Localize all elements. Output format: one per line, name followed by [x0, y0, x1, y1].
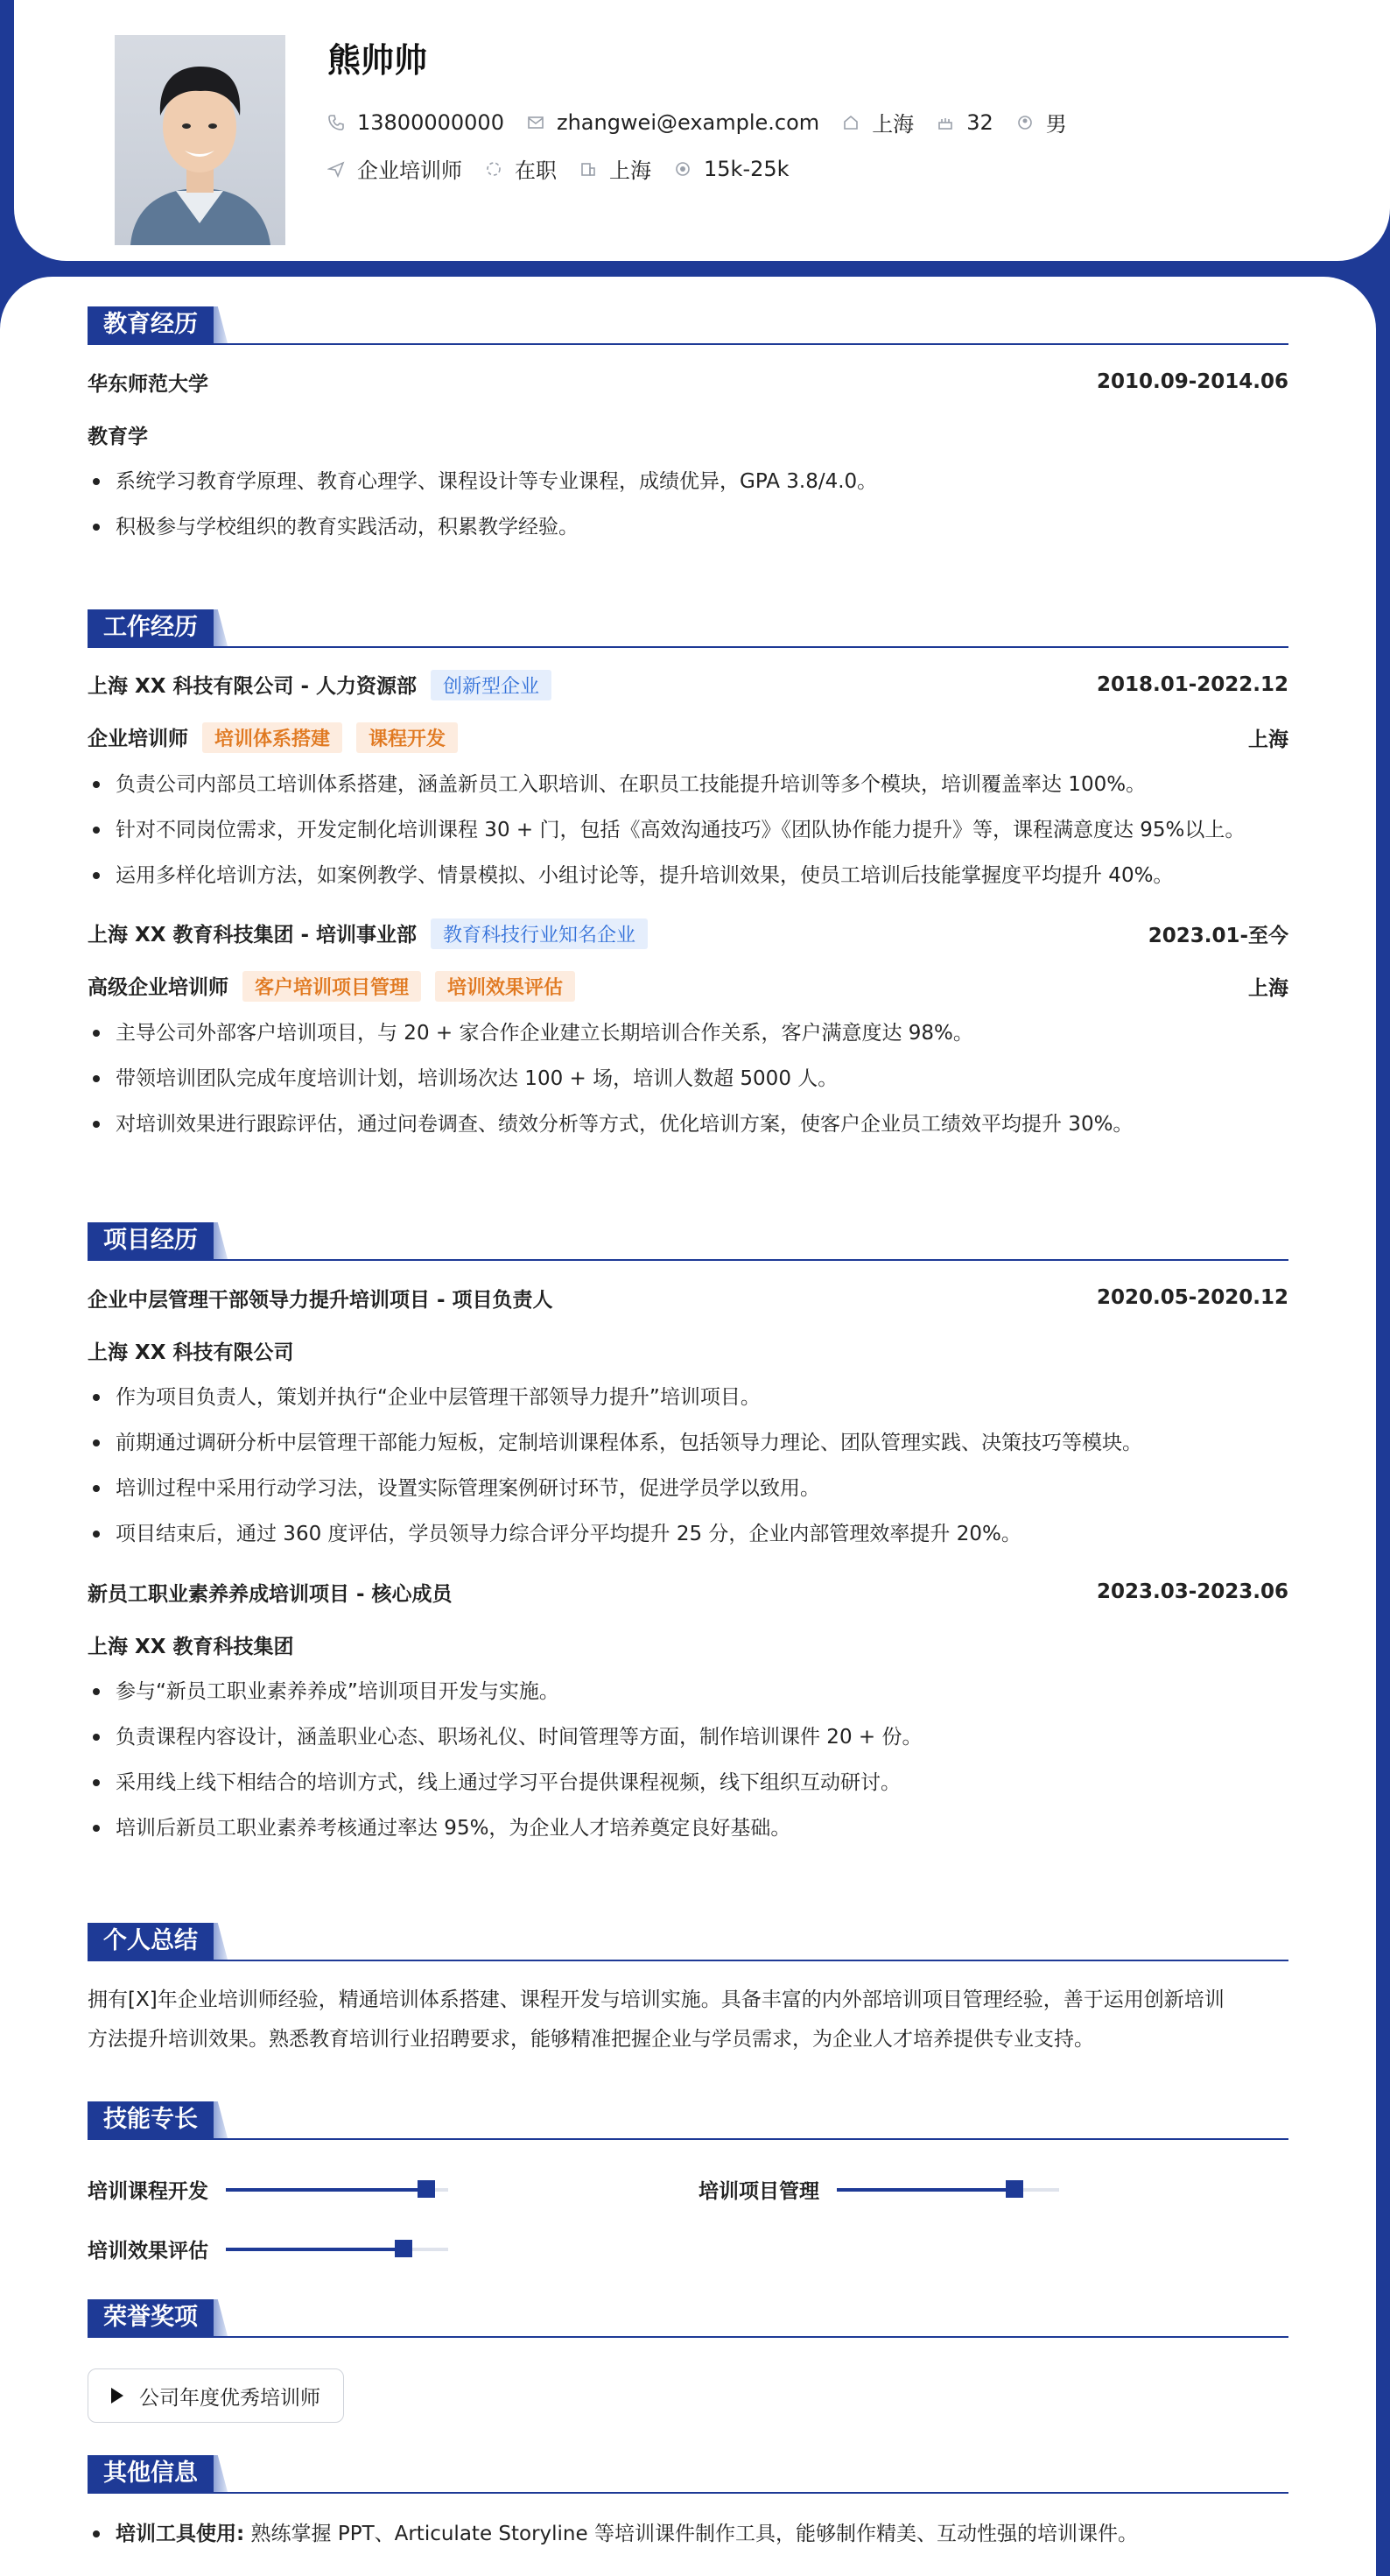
project-org-row [88, 1627, 1288, 1662]
status-icon [485, 160, 502, 178]
resume-header [14, 0, 1390, 261]
work-entry-header [88, 916, 1288, 951]
email-item [527, 110, 819, 135]
work-date: 2023.01-至今 [1148, 924, 1288, 947]
project-title: 新员工职业素养养成培训项目 - 核心成员 [88, 1582, 453, 1606]
skills-section [88, 2103, 1288, 2140]
work-date: 2018.01-2022.12 [1096, 673, 1288, 696]
target-city-item [579, 153, 651, 184]
home-icon [842, 114, 860, 131]
education-section [88, 308, 1288, 550]
gender-icon [1016, 114, 1034, 131]
work-section [88, 611, 1288, 1147]
building-icon [579, 160, 597, 178]
list-item: 带领培训团队完成年度培训计划，培训场次达 100 + 场，培训人数超 5000 人。 [88, 1056, 1288, 1101]
school-name: 华东师范大学 [88, 372, 208, 396]
section-title: 技能专长 [88, 2101, 214, 2138]
work-bullets [88, 762, 1288, 898]
location-item [842, 107, 914, 137]
summary-text [88, 1981, 1288, 2059]
section-header [88, 611, 1288, 648]
role-name: 高级企业培训师 客户培训项目管理 培训效果评估 [88, 971, 575, 1002]
role-name: 企业培训师 培训体系搭建 课程开发 [88, 722, 458, 753]
salary-icon [674, 160, 691, 178]
gender-item [1016, 107, 1067, 137]
list-item: 系统学习教育学原理、教育心理学、课程设计等专业课程，成绩优异，GPA 3.8/4.0。 [88, 459, 1288, 504]
age-value: 32 [966, 109, 993, 135]
company-name: 上海 XX 教育科技集团 - 培训事业部 教育科技行业知名企业 [88, 918, 648, 949]
work-city: 上海 [1248, 976, 1288, 1000]
project-date: 2020.05-2020.12 [1096, 1286, 1288, 1309]
list-item: 针对不同岗位需求，开发定制化培训课程 30 + 门，包括《高效沟通技巧》《团队协作能力提升》等，课程满意度达 95%以上。 [88, 807, 1288, 853]
education-row [88, 364, 1288, 399]
section-header [88, 2103, 1288, 2140]
job-title-value: 企业培训师 [357, 158, 462, 183]
skill-bar [226, 2248, 448, 2251]
other-label: 培训工具使用: [116, 2523, 245, 2545]
target-city-value: 上海 [609, 158, 651, 183]
list-item: 培训后新员工职业素养考核通过率达 95%，为企业人才培养奠定良好基础。 [88, 1805, 1288, 1851]
list-item: 积极参与学校组织的教育实践活动，积累教学经验。 [88, 504, 1288, 550]
location-value: 上海 [872, 112, 915, 137]
cake-icon [937, 114, 954, 131]
section-header [88, 1925, 1288, 1961]
list-item: 项目结束后，通过 360 度评估，学员领导力综合评分平均提升 25 分，企业内部管理效率提升 20%。 [88, 1511, 1288, 1557]
skill-name: 培训效果评估 [88, 2240, 208, 2263]
phone-value: 13800000000 [357, 109, 504, 135]
summary-line: 方法提升培训效果。熟悉教育培训行业招聘要求，能够精准把握企业与学员需求，为企业人才培养提供专业支持。 [88, 2028, 1094, 2051]
list-item: 负责课程内容设计，涵盖职业心态、职场礼仪、时间管理等方面，制作培训课件 20 + 份。 [88, 1714, 1288, 1760]
company-badge: 教育科技行业知名企业 [431, 918, 648, 949]
section-title: 其他信息 [88, 2455, 214, 2492]
list-item: 参与“新员工职业素养养成”培训项目开发与实施。 [88, 1669, 1288, 1714]
projects-section [88, 1224, 1288, 1851]
section-header [88, 308, 1288, 345]
other-text: 熟练掌握 PPT、Articulate Storyline 等培训课件制作工具，能够制作精美、互动性强的培训课件。 [250, 2523, 1138, 2545]
section-title: 教育经历 [88, 306, 214, 343]
gender-value: 男 [1045, 112, 1067, 137]
section-header [88, 2457, 1288, 2494]
contact-row [327, 107, 1090, 137]
work-city: 上海 [1248, 728, 1288, 751]
salary-item [674, 157, 790, 181]
list-item: 培训过程中采用行动学习法，设置实际管理案例研讨环节，促进学员学以致用。 [88, 1466, 1288, 1511]
skill-fill [226, 2248, 404, 2251]
list-item [88, 2511, 1288, 2557]
section-title: 工作经历 [88, 609, 214, 646]
section-header [88, 1224, 1288, 1261]
project-bullets [88, 1375, 1288, 1557]
summary-line: 拥有[X]年企业培训师经验，精通培训体系搭建、课程开发与培训实施。具备丰富的内外部培训项目管理经验，善于运用创新培训 [88, 1988, 1225, 2011]
list-item: 主导公司外部客户培训项目，与 20 + 家合作企业建立长期培训合作关系，客户满意度达 98%。 [88, 1010, 1288, 1056]
skill-tag: 客户培训项目管理 [242, 971, 421, 1002]
project-bullets [88, 1669, 1288, 1851]
section-header [88, 2301, 1288, 2338]
phone-icon [327, 114, 345, 131]
skill-tag: 培训效果评估 [435, 971, 575, 1002]
award-name: 公司年度优秀培训师 [139, 2386, 320, 2410]
skill-item [699, 2175, 1059, 2204]
skill-name: 培训课程开发 [88, 2180, 208, 2203]
status-item [485, 153, 557, 184]
skill-item [88, 2235, 448, 2263]
section-title: 项目经历 [88, 1222, 214, 1259]
major-name: 教育学 [88, 425, 148, 448]
company-name: 上海 XX 科技有限公司 - 人力资源部 创新型企业 [88, 670, 551, 700]
candidate-name: 熊帅帅 [327, 41, 428, 80]
project-org: 上海 XX 教育科技集团 [88, 1635, 294, 1658]
summary-section [88, 1925, 1288, 2059]
other-section [88, 2457, 1288, 2557]
skill-fill [226, 2188, 426, 2192]
education-bullets [88, 459, 1288, 550]
project-header [88, 1574, 1288, 1609]
skill-knob [1006, 2180, 1023, 2198]
section-title: 个人总结 [88, 1923, 214, 1960]
skill-name: 培训项目管理 [699, 2180, 819, 2203]
phone-item [327, 110, 504, 135]
company-badge: 创新型企业 [431, 670, 551, 700]
list-item: 采用线上线下相结合的培训方式，线上通过学习平台提供课程视频，线下组织互动研讨。 [88, 1760, 1288, 1805]
email-icon [527, 114, 544, 131]
work-bullets [88, 1010, 1288, 1147]
other-bullets [88, 2511, 1288, 2557]
project-title: 企业中层管理干部领导力提升培训项目 - 项目负责人 [88, 1288, 553, 1312]
skill-knob [418, 2180, 435, 2198]
skill-bar [837, 2188, 1059, 2192]
section-title: 荣誉奖项 [88, 2299, 214, 2336]
list-item: 作为项目负责人，策划并执行“企业中层管理干部领导力提升”培训项目。 [88, 1375, 1288, 1420]
project-org-row [88, 1333, 1288, 1368]
skill-knob [395, 2240, 412, 2257]
play-icon [111, 2388, 123, 2404]
awards-section [88, 2301, 1288, 2338]
list-item: 运用多样化培训方法，如案例教学、情景模拟、小组讨论等，提升培训效果，使员工培训后技能掌握度平均提升 40%。 [88, 853, 1288, 898]
education-date: 2010.09-2014.06 [1096, 370, 1288, 393]
list-item: 前期通过调研分析中层管理干部能力短板，定制培训课程体系，包括领导力理论、团队管理实践、决策技巧等模块。 [88, 1420, 1288, 1466]
work-entry-header [88, 667, 1288, 702]
project-header [88, 1280, 1288, 1315]
salary-value: 15k-25k [704, 156, 790, 181]
project-org: 上海 XX 科技有限公司 [88, 1341, 294, 1364]
work-role-row [88, 720, 1288, 755]
list-item: 负责公司内部员工培训体系搭建，涵盖新员工入职培训、在职员工技能提升培训等多个模块，培训覆盖率达 100%。 [88, 762, 1288, 807]
work-role-row [88, 968, 1288, 1003]
skill-fill [837, 2188, 1014, 2192]
email-value: zhangwei@example.com [556, 109, 820, 135]
major-row [88, 417, 1288, 452]
profile-photo [115, 35, 285, 245]
send-icon [327, 160, 345, 178]
job-title-item [327, 153, 462, 184]
job-intent-row [327, 153, 812, 184]
skill-tag: 培训体系搭建 [202, 722, 342, 753]
status-value: 在职 [515, 158, 557, 183]
award-item [88, 2368, 344, 2423]
age-item [937, 110, 993, 135]
skill-tag: 课程开发 [356, 722, 458, 753]
list-item: 对培训效果进行跟踪评估，通过问卷调查、绩效分析等方式，优化培训方案，使客户企业员工绩效平均提升 30%。 [88, 1101, 1288, 1147]
skill-item [88, 2175, 448, 2204]
skill-bar [226, 2188, 448, 2192]
project-date: 2023.03-2023.06 [1096, 1580, 1288, 1603]
